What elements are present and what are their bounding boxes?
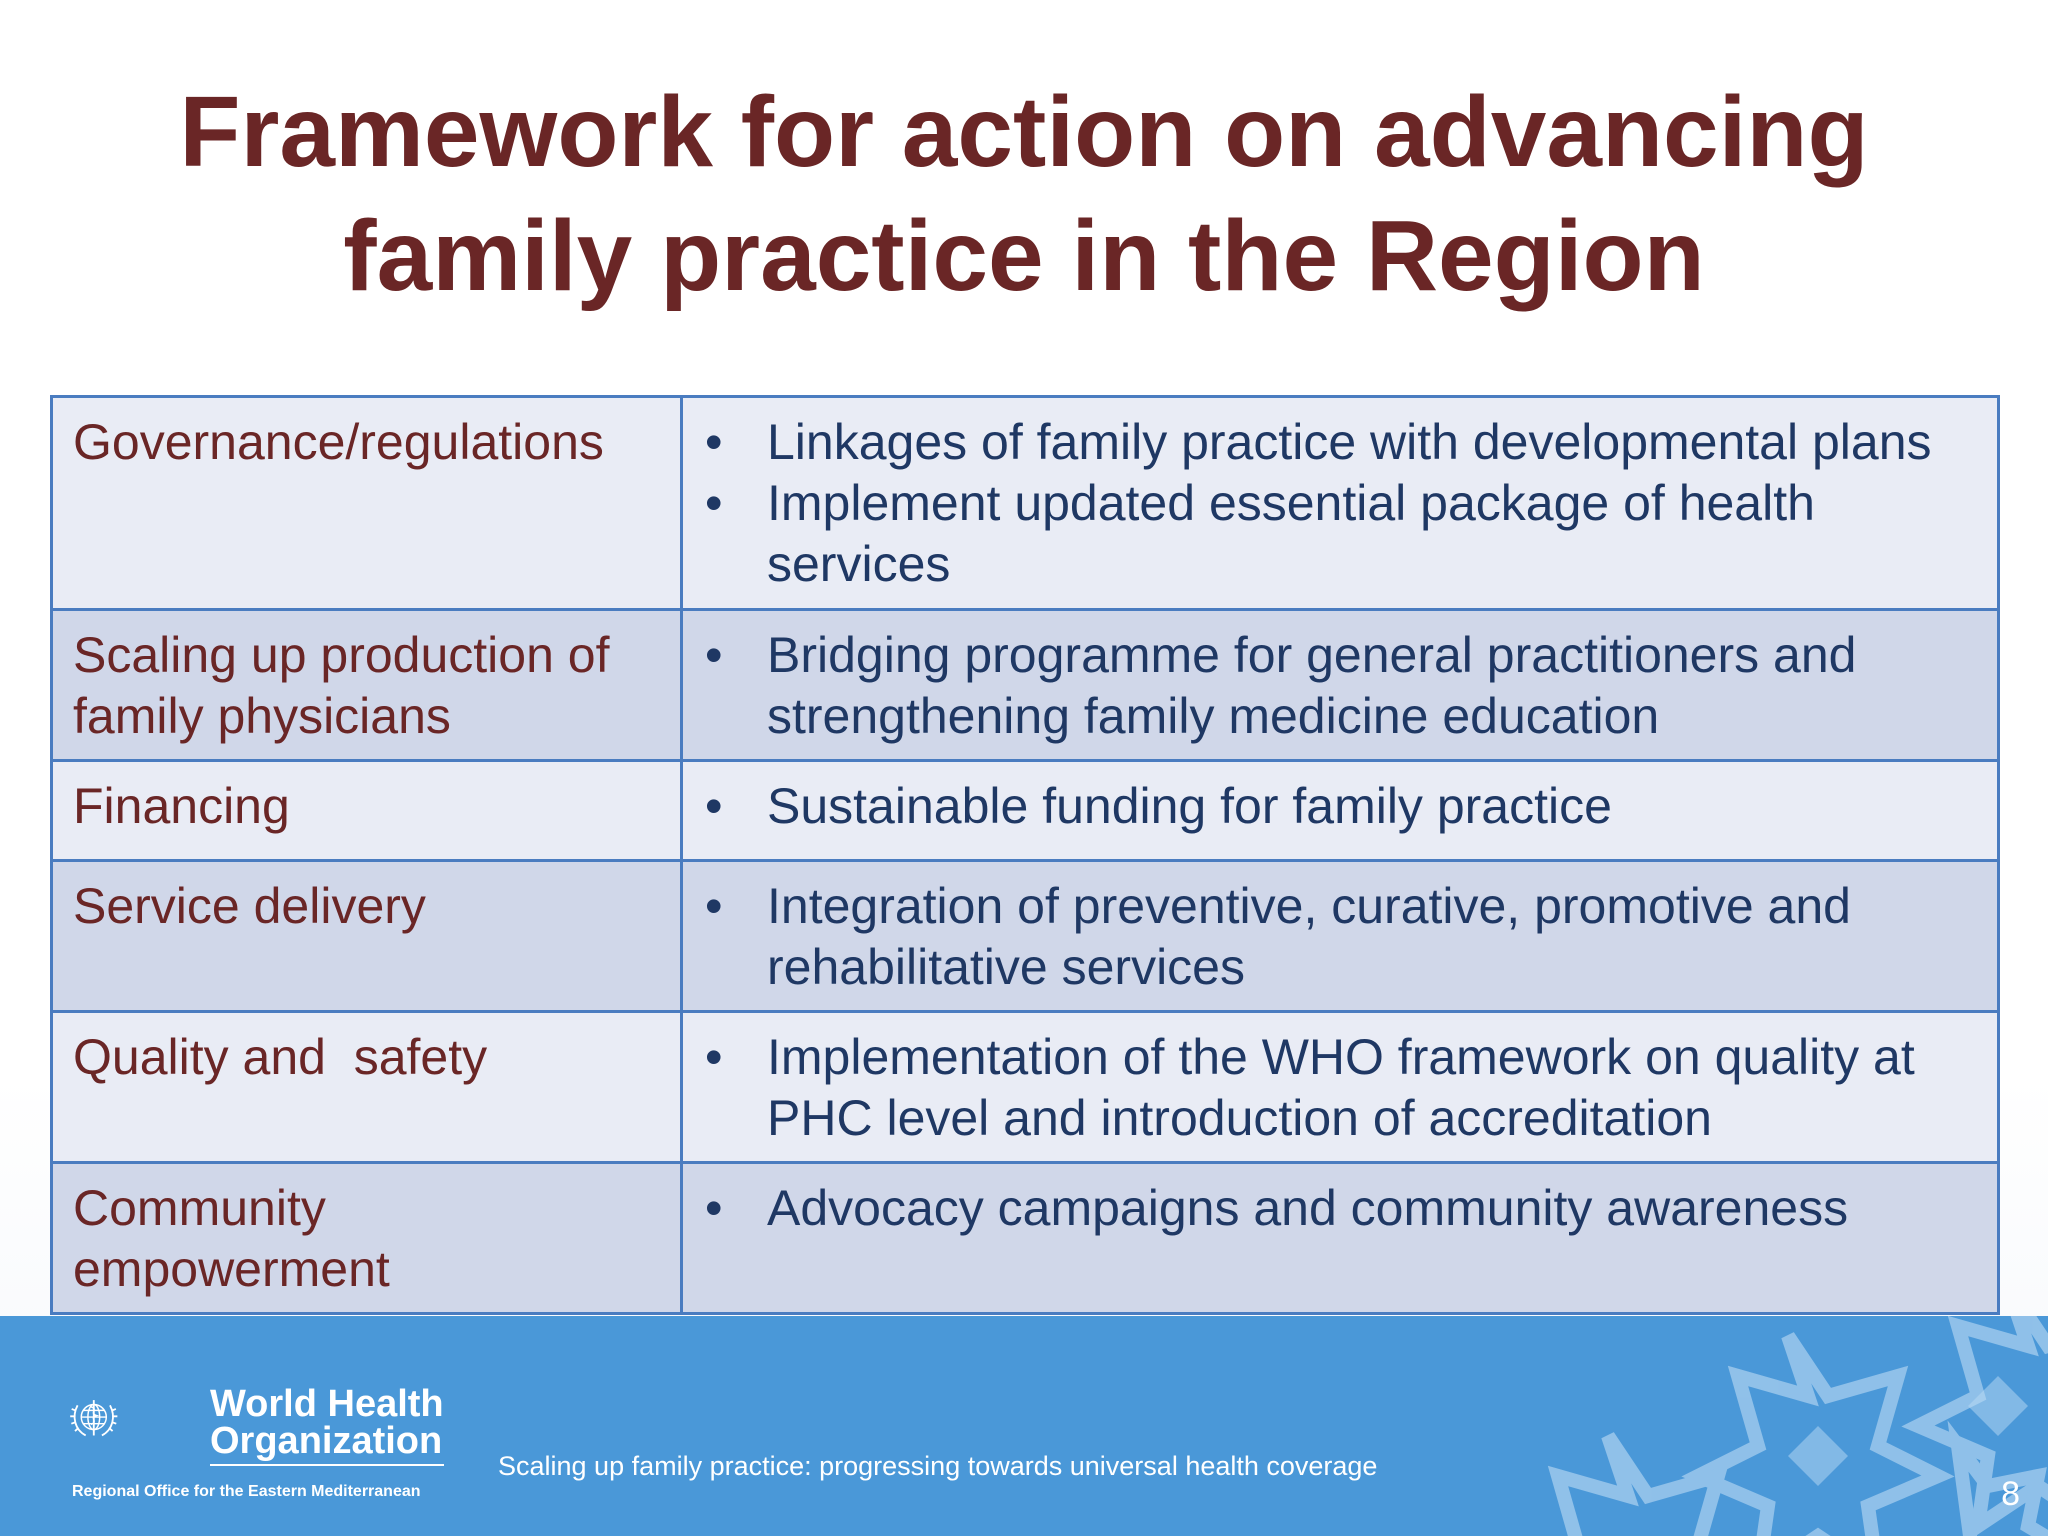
framework-table [50,395,2000,1315]
area-cell: Service delivery [52,861,682,1012]
action-list [703,1178,1977,1239]
action-text: Linkages of family practice with developmental plans [767,414,1932,470]
bullet-icon: • [705,475,723,531]
action-text: Implement updated essential package of health services [767,475,1815,592]
action-list [703,625,1977,747]
geometric-pattern-icon [1488,1316,2048,1536]
bullet-icon: • [705,414,723,470]
table-row [52,610,1999,761]
area-cell: Scaling up production of family physicians [52,610,682,761]
action-list [703,876,1977,998]
action-text: Sustainable funding for family practice [767,778,1612,834]
who-organization-name [210,1383,470,1462]
bullet-icon: • [705,1029,723,1085]
page-number: 8 [2001,1475,2020,1513]
list-item [703,1178,1977,1239]
actions-cell [682,761,1999,861]
area-cell: Governance/regulations [52,397,682,610]
action-text: Implementation of the WHO framework on quality at PHC level and introduction of accreditation [767,1029,1915,1146]
slide-title [0,70,2048,318]
area-cell: Quality and safety [52,1012,682,1163]
action-text: Bridging programme for general practitioners and strengthening family medicine education [767,627,1857,744]
list-item [703,625,1977,747]
action-text: Advocacy campaigns and community awareness [767,1180,1849,1236]
area-cell: Financing [52,761,682,861]
table-row [52,397,1999,610]
bullet-icon: • [705,878,723,934]
slide-title-line-1: Framework for action on advancing [179,76,1869,188]
org-name-line-2: Organization [210,1420,443,1462]
bullet-icon: • [705,627,723,683]
action-list [703,776,1977,837]
list-item [703,473,1977,595]
org-divider [210,1464,444,1466]
bullet-icon: • [705,1180,723,1236]
list-item [703,412,1977,473]
actions-cell [682,1012,1999,1163]
area-cell: Community empowerment [52,1163,682,1314]
table-row [52,761,1999,861]
list-item [703,876,1977,998]
actions-cell [682,861,1999,1012]
table-row [52,861,1999,1012]
action-text: Integration of preventive, curative, promotive and rehabilitative services [767,878,1851,995]
list-item [703,776,1977,837]
actions-cell [682,397,1999,610]
regional-office-label: Regional Office for the Eastern Mediterranean [72,1483,421,1500]
list-item [703,1027,1977,1149]
action-list [703,1027,1977,1149]
actions-cell [682,1163,1999,1314]
bullet-icon: • [705,778,723,834]
slide-title-line-2: family practice in the Region [343,200,1705,312]
actions-cell [682,610,1999,761]
who-emblem-icon [68,1370,208,1470]
footer-caption: Scaling up family practice: progressing towards universal health coverage [498,1451,1378,1481]
table-row [52,1163,1999,1314]
org-name-line-1: World Health [210,1383,444,1425]
table-row [52,1012,1999,1163]
action-list [703,412,1977,595]
